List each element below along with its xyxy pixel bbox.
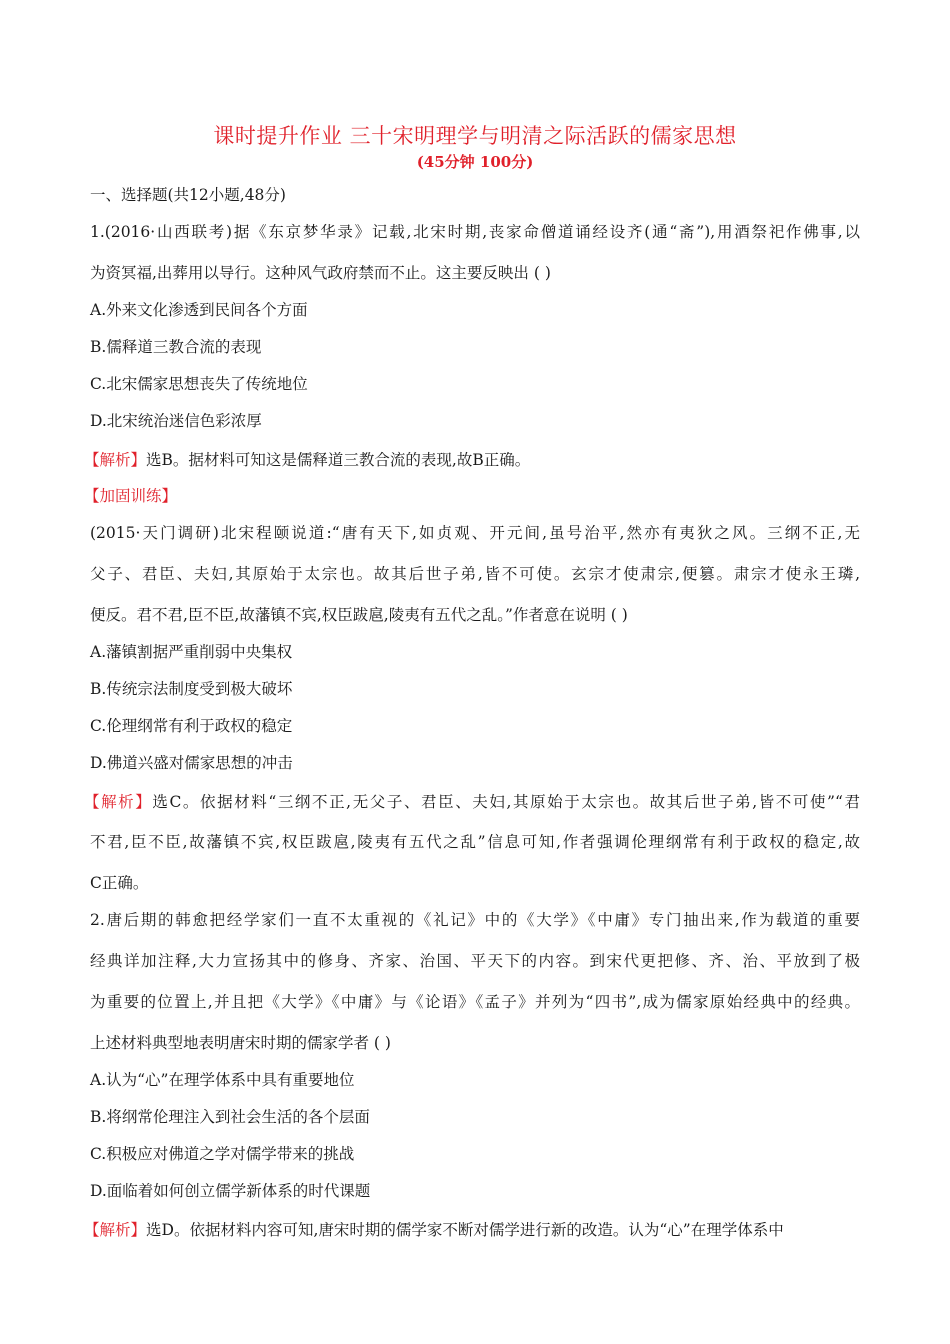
reinforce-stem-line-3: 便反。君不君,臣不臣,故藩镇不宾,权臣跋扈,陵夷有五代之乱。”作者意在说明 ( ) [90, 606, 628, 624]
reinforce-option-b: B.传统宗法制度受到极大破坏 [90, 680, 293, 698]
q2-stem-line-4: 上述材料典型地表明唐宋时期的儒家学者 ( ) [90, 1034, 391, 1052]
reinforce-stem-line-2: 父子、君臣、夫妇,其原始于太宗也。故其后世子弟,皆不可使。玄宗才使肃宗,便篡。肃宗才使永王璘, [90, 565, 860, 583]
q2-option-d: D.面临着如何创立儒学新体系的时代课题 [90, 1182, 371, 1200]
analysis-tag: 【解析】 [84, 451, 147, 469]
q2-analysis [84, 1220, 784, 1240]
analysis-text: 选B。据材料可知这是儒释道三教合流的表现,故B正确。 [146, 451, 531, 469]
q1-option-d: D.北宋统治迷信色彩浓厚 [90, 412, 262, 430]
q1-option-a: A.外来文化渗透到民间各个方面 [90, 301, 308, 319]
reinforce-option-c: C.伦理纲常有利于政权的稳定 [90, 717, 293, 735]
reinforce-analysis-line-2: 不君,臣不臣,故藩镇不宾,权臣跋扈,陵夷有五代之乱”信息可知,作者强调伦理纲常有利于政权的稳定,故 [90, 833, 860, 851]
q1-stem-line-2: 为资冥福,出葬用以导行。这种风气政府禁而不止。这主要反映出 ( ) [90, 264, 551, 282]
reinforce-tag: 【加固训练】 [84, 487, 178, 505]
analysis-text: 选D。依据材料内容可知,唐宋时期的儒学家不断对儒学进行新的改造。认为“心”在理学体系中 [146, 1221, 784, 1239]
q2-stem-line-2: 经典详加注释,大力宣扬其中的修身、齐家、治国、平天下的内容。到宋代更把修、齐、治、平放到了极 [90, 952, 860, 970]
analysis-tag: 【解析】 [84, 1221, 147, 1239]
q2-option-b: B.将纲常伦理注入到社会生活的各个层面 [90, 1108, 370, 1126]
q2-stem-line-3: 为重要的位置上,并且把《大学》《中庸》与《论语》《孟子》并列为“四书”,成为儒家原始经典中的经典。 [90, 993, 860, 1011]
q1-option-c: C.北宋儒家思想丧失了传统地位 [90, 375, 308, 393]
q1-analysis [84, 450, 530, 470]
q1-option-b: B.儒释道三教合流的表现 [90, 338, 262, 356]
page-title: 课时提升作业 三十宋明理学与明清之际活跃的儒家思想 [213, 124, 737, 148]
q1-stem-line-1: 1.(2016·山西联考)据《东京梦华录》记载,北宋时期,丧家命僧道诵经设齐(通“斋”),用酒祭祀作佛事,以 [90, 223, 860, 241]
reinforce-stem-line-1: (2015·天门调研)北宋程颐说道:“唐有天下,如贞观、开元间,虽号治平,然亦有夷狄之风。三纲不正,无 [90, 524, 860, 542]
q2-option-a: A.认为“心”在理学体系中具有重要地位 [90, 1071, 355, 1089]
reinforce-analysis-line-3: C正确。 [90, 874, 149, 892]
reinforce-option-a: A.藩镇割据严重削弱中央集权 [90, 643, 293, 661]
analysis-text: 选C。依据材料“三纲不正,无父子、君臣、夫妇,其原始于太宗也。故其后世子弟,皆不可使”“君 [152, 793, 860, 811]
analysis-tag: 【解析】 [84, 793, 153, 811]
reinforce-option-d: D.佛道兴盛对儒家思想的冲击 [90, 754, 293, 772]
section-heading: 一、选择题(共12小题,48分) [90, 186, 286, 204]
q2-stem-line-1: 2.唐后期的韩愈把经学家们一直不太重视的《礼记》中的《大学》《中庸》专门抽出来,作为载道的重要 [90, 911, 860, 929]
q2-option-c: C.积极应对佛道之学对儒学带来的挑战 [90, 1145, 355, 1163]
reinforce-analysis-line-1 [84, 792, 860, 812]
page-subtitle: (45分钟 100分) [416, 153, 534, 171]
